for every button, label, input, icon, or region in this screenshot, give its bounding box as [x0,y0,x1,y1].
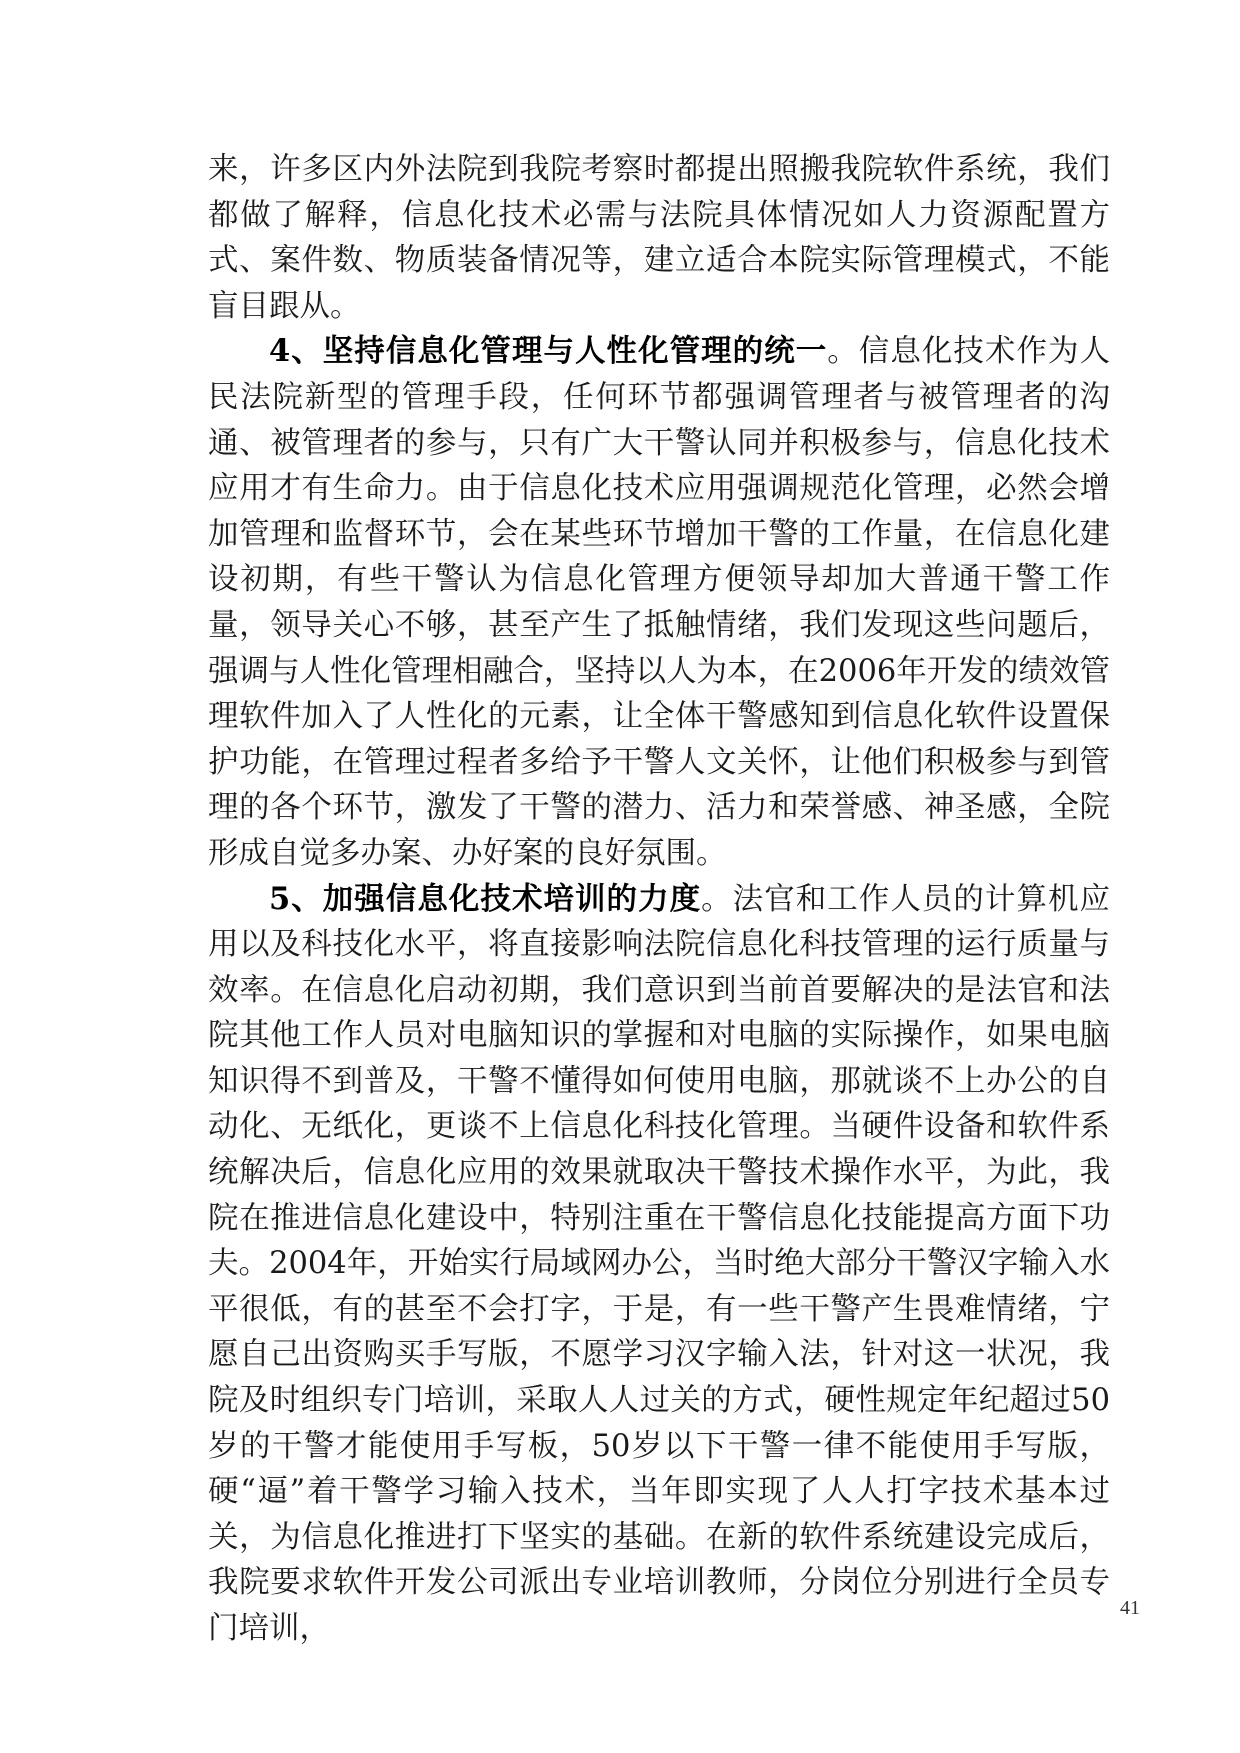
body-text [208,147,1110,1652]
section-5-heading: 5、加强信息化技术培训的力度 [269,880,702,917]
section-4-body: 。信息化技术作为人民法院新型的管理手段，任何环节都强调管理者与被管理者的沟通、被管理者的参与，只有广大干警认同并积极参与，信息化技术应用才有生命力。由于信息化技术应用强调规范化管理，必然会增加管理和监督环节，会在某些环节增加干警的工作量，在信息化建设初期，有些干警认为信息化管理方便领导却加大普通干警工作量，领导关心不够，甚至产生了抵触情绪，我们发现这些问题后，强调与人性化管理相融合，坚持以人为本，在2006年开发的绩效管理软件加入了人性化的元素，让全体干警感知到信息化软件设置保护功能，在管理过程者多给予干警人文关怀，让他们积极参与到管理的各个环节，激发了干警的潜力、活力和荣誉感、神圣感，全院形成自觉多办案、办好案的良好氛围。 [208,334,1111,871]
page-number: 41 [1120,1597,1140,1619]
paragraph-continuation: 来，许多区内外法院到我院考察时都提出照搬我院软件系统，我们都做了解释，信息化技术必需与法院具体情况如人力资源配置方式、案件数、物质装备情况等，建立适合本院实际管理模式，不能盲目跟从。 [208,152,1110,324]
paragraph-section-5 [208,877,1110,1652]
paragraph-section-4 [208,329,1110,876]
section-4-heading: 4、坚持信息化管理与人性化管理的统一 [269,333,828,370]
section-5-body: 。法官和工作人员的计算机应用以及科技化水平，将直接影响法院信息化科技管理的运行质量与效率。在信息化启动初期，我们意识到当前首要解决的是法官和法院其他工作人员对电脑知识的掌握和对电脑的实际操作，如果电脑知识得不到普及，干警不懂得如何使用电脑，那就谈不上办公的自动化、无纸化，更谈不上信息化科技化管理。当硬件设备和软件系统解决后，信息化应用的效果就取决干警技术操作水平，为此，我院在推进信息化建设中，特别注重在干警信息化技能提高方面下功夫。2004年，开始实行局域网办公，当时绝大部分干警汉字输入水平很低，有的甚至不会打字，于是，有一些干警产生畏难情绪，宁愿自己出资购买手写版，不愿学习汉字输入法，针对这一状况，我院及时组织专门培训，采取人人过关的方式，硬性规定年纪超过50岁的干警才能使用手写板，50岁以下干警一律不能使用手写版，硬“逼”着干警学习输入技术，当年即实现了人人打字技术基本过关，为信息化推进打下坚实的基础。在新的软件系统建设完成后，我院要求软件开发公司派出专业培训教师，分岗位分别进行全员专门培训， [208,881,1110,1646]
